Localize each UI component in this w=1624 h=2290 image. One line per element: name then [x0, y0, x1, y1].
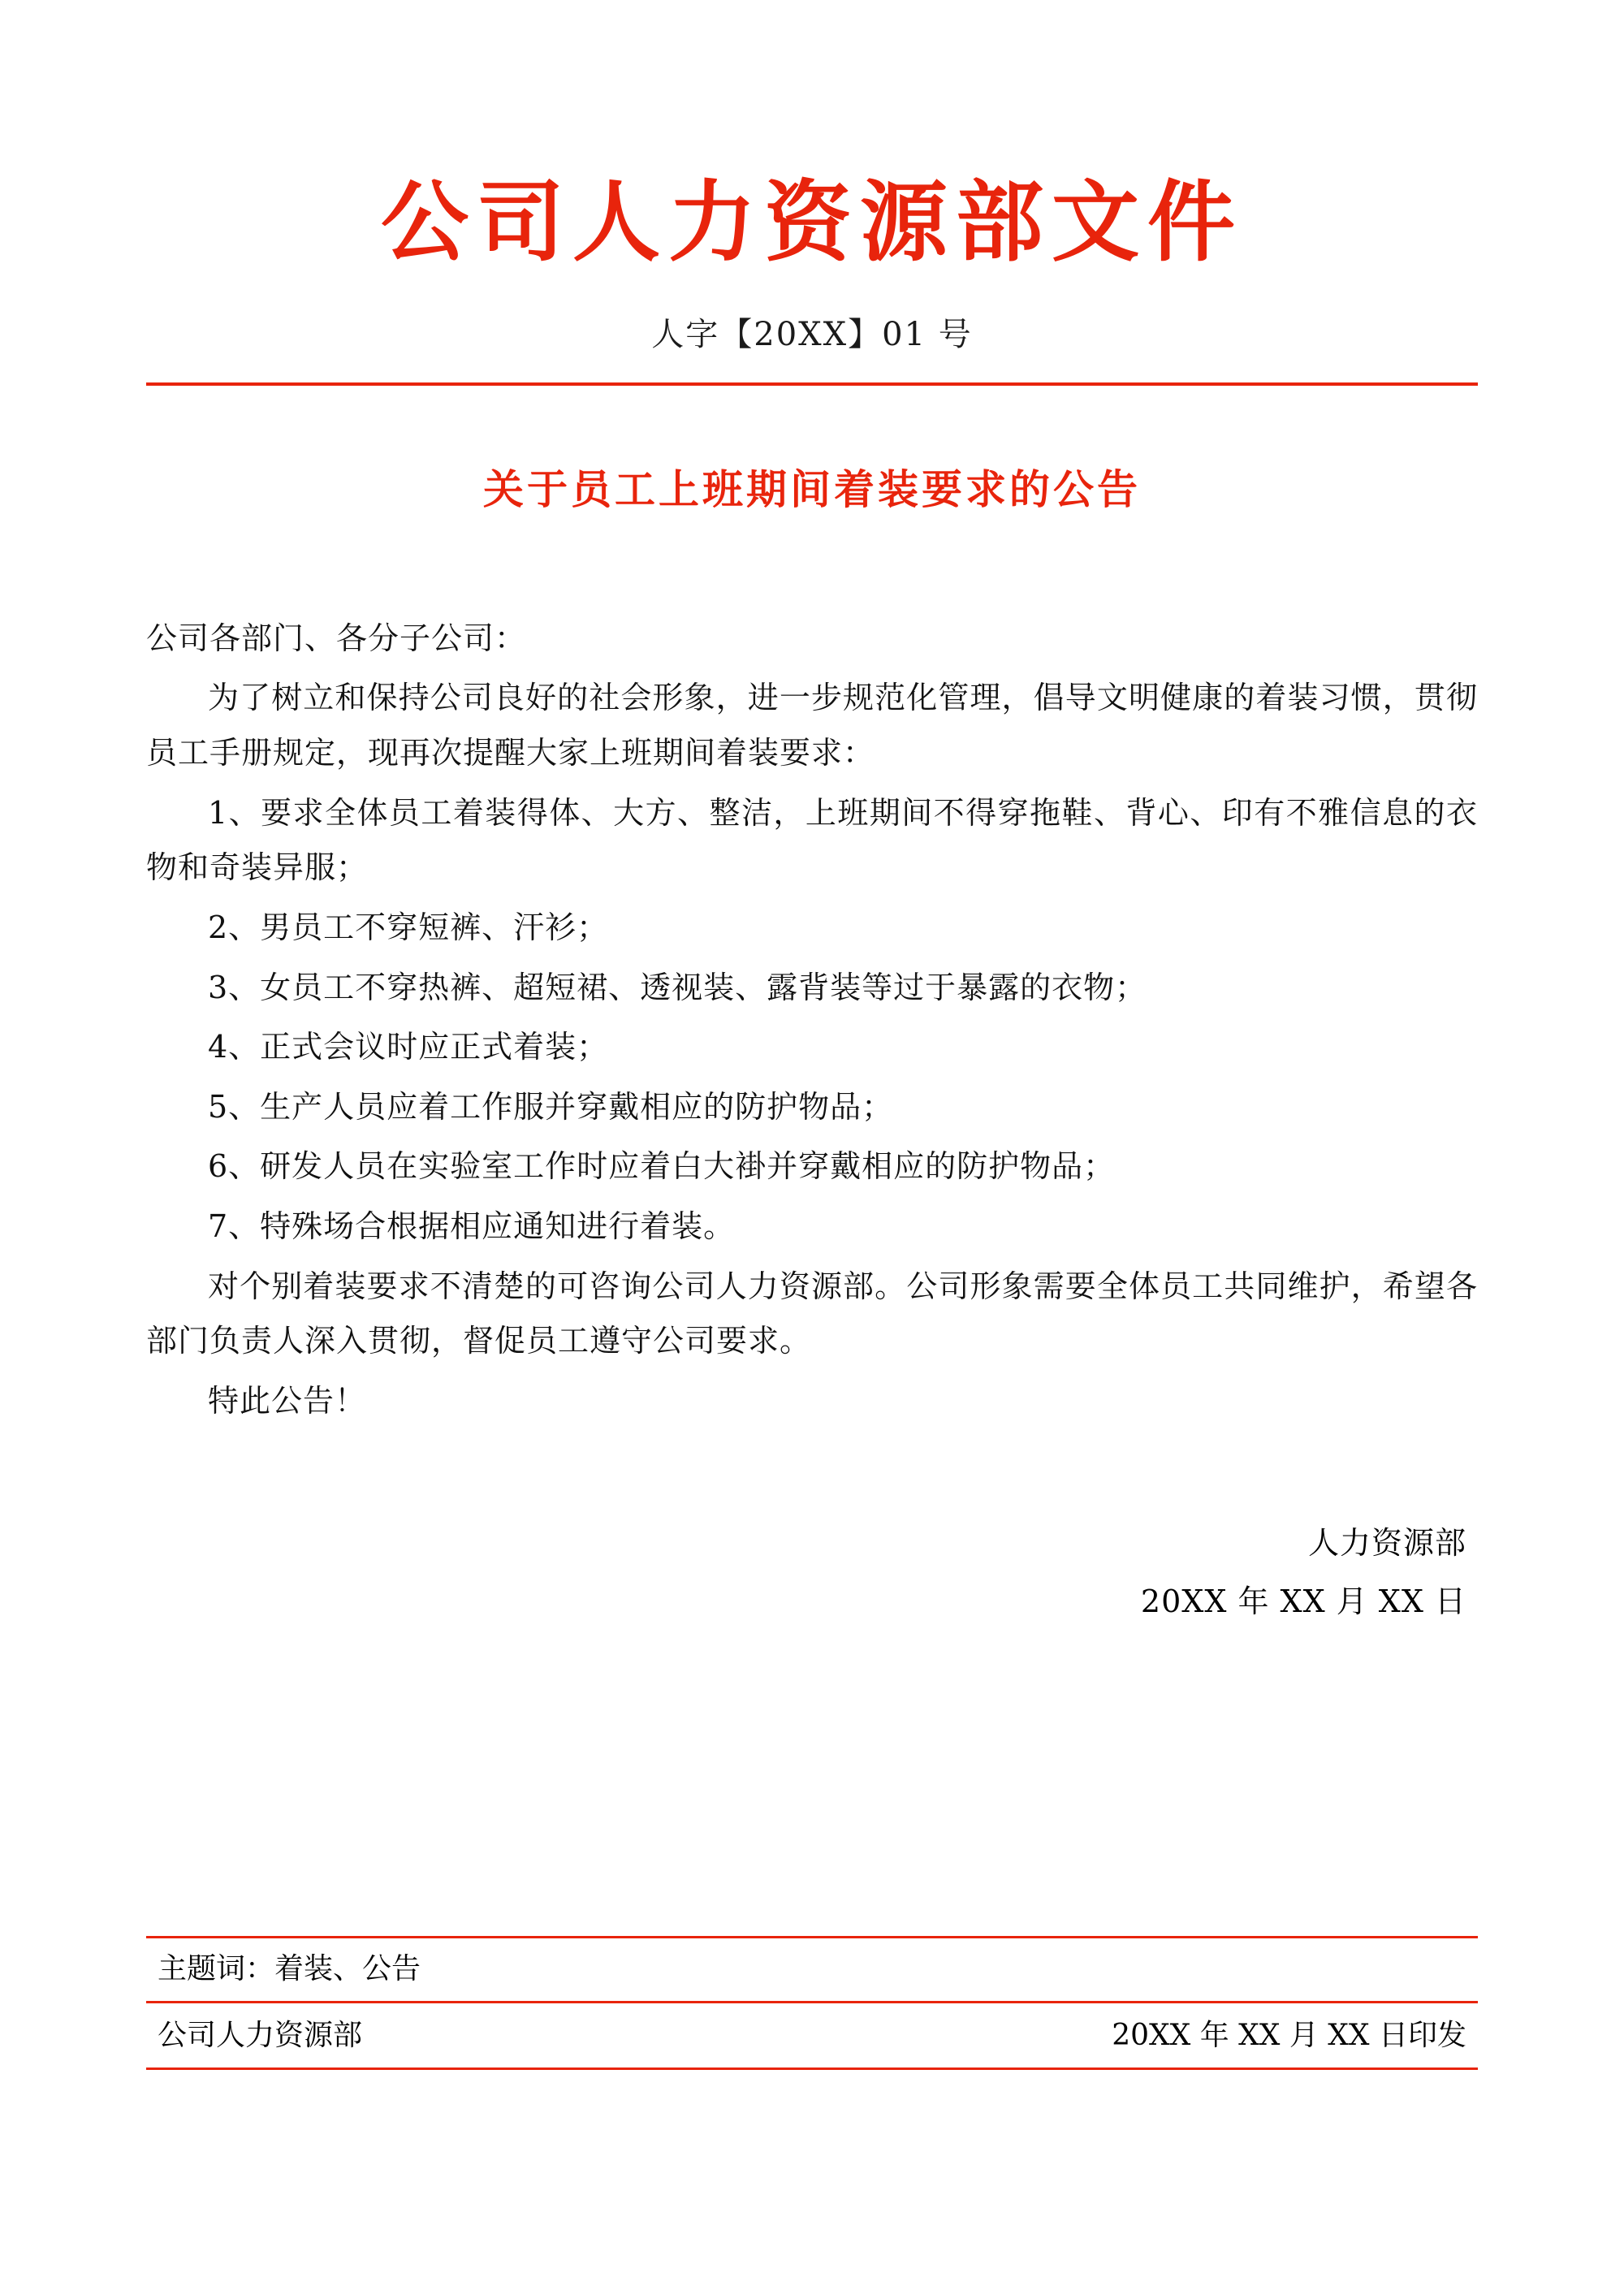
signature-department: 人力资源部 — [1307, 1524, 1466, 1561]
masthead-divider-rule — [146, 382, 1478, 386]
paragraph-item-6: 6、研发人员在实验室工作时应着白大褂并穿戴相应的防护物品； — [208, 1148, 1116, 1185]
paragraph-item-2: 2、男员工不穿短裤、汗衫； — [208, 909, 609, 945]
page-title: 关于员工上班期间着装要求的公告 — [483, 464, 1141, 513]
paragraph-item-1: 1、要求全体员工着装得体、大方、整洁，上班期间不得穿拖鞋、背心、印有不雅信息的衣物和奇装异服； — [146, 794, 1478, 886]
paragraph-item-7: 7、特殊场合根据相应通知进行着装。 — [208, 1208, 736, 1245]
paragraph-intro: 为了树立和保持公司良好的社会形象，进一步规范化管理，倡导文明健康的着装习惯，贯彻员工手册规定，现再次提醒大家上班期间着装要求： — [146, 680, 1478, 771]
signature-block — [146, 1514, 1478, 1631]
footer-rule-middle — [146, 2001, 1478, 2003]
paragraph-item-3: 3、女员工不穿热裤、超短裙、透视装、露背装等过于暴露的衣物； — [208, 969, 1147, 1005]
footer-keywords-label: 主题词：着装、公告 — [158, 1952, 421, 1985]
paragraph-item-4: 4、正式会议时应正式着装； — [208, 1029, 609, 1065]
masthead — [146, 0, 1478, 355]
paragraph-closing: 对个别着装要求不清楚的可咨询公司人力资源部。公司形象需要全体员工共同维护，希望各部门负责人深入贯彻，督促员工遵守公司要求。 — [146, 1268, 1478, 1359]
footer-rule-top — [146, 1936, 1478, 1938]
salutation: 公司各部门、各分子公司： — [146, 620, 527, 656]
masthead-title: 公司人力资源部文件 — [380, 171, 1243, 274]
document-content — [146, 611, 1478, 1429]
signature-date: 20XX 年 XX 月 XX 日 — [1140, 1583, 1466, 1619]
document-number: 人字【20XX】01 号 — [651, 315, 973, 353]
footer-row-issuer — [146, 2012, 1478, 2066]
document-body-area — [146, 0, 1478, 1631]
paragraph-item-5: 5、生产人员应着工作服并穿戴相应的防护物品； — [208, 1088, 894, 1125]
footer-issue-date: 20XX 年 XX 月 XX 日印发 — [1112, 2019, 1466, 2052]
footer-rule-bottom — [146, 2067, 1478, 2070]
paragraph-announcement: 特此公告！ — [208, 1382, 367, 1419]
footer-issuer: 公司人力资源部 — [158, 2019, 363, 2052]
footer-row-keywords — [146, 1946, 1478, 1999]
